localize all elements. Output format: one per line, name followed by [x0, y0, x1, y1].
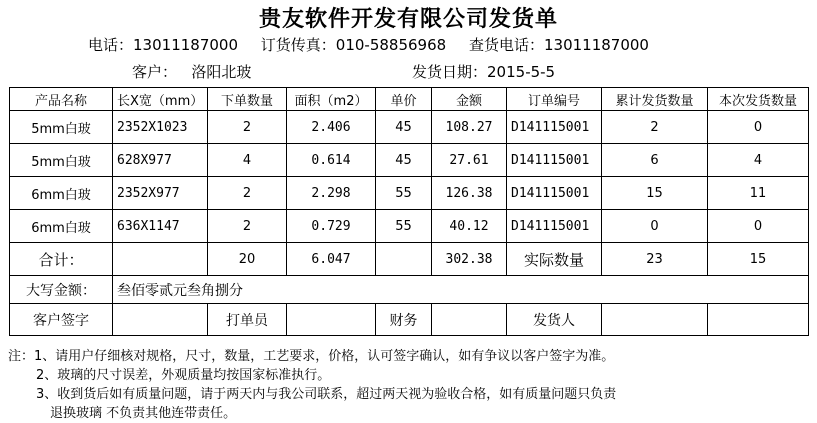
current-cell: 11 [708, 177, 809, 210]
table-row [10, 111, 809, 144]
table-header-row [10, 88, 809, 111]
qty-cell: 2 [208, 210, 287, 243]
size-cell: 2352X977 [113, 177, 208, 210]
contact-line [88, 34, 667, 55]
amount-cell: 40.12 [432, 210, 507, 243]
customer-name: 洛阳北玻 [191, 63, 252, 81]
table-row [10, 210, 809, 243]
size-cell: 636X1147 [113, 210, 208, 243]
check-phone-info [469, 36, 649, 54]
price-cell: 45 [376, 144, 432, 177]
total-row [10, 243, 809, 276]
note-line: 注：1、请用户仔细核对规格，尺寸，数量，工艺要求，价格，认可签字确认，如有争议以客户签字为准。 [8, 349, 615, 364]
printer-sign-field [287, 304, 376, 336]
notes-section [8, 347, 616, 423]
empty-cell [376, 243, 432, 276]
ship-date-label: 发货日期： [412, 63, 488, 81]
empty-cell [113, 243, 208, 276]
fax-number: 010-58856968 [335, 36, 447, 54]
cum-cell: 6 [602, 144, 708, 177]
total-label: 合计： [10, 243, 113, 276]
price-cell: 55 [376, 177, 432, 210]
ship-date-info [412, 61, 555, 82]
amount-cell: 108.27 [432, 111, 507, 144]
amount-cell: 126.38 [432, 177, 507, 210]
fax-info [261, 36, 446, 54]
empty-cell [708, 304, 809, 336]
product-name-cell: 5mm白玻 [10, 111, 113, 144]
note-line: 2、玻璃的尺寸误差，外观质量均按国家标准执行。 [36, 368, 331, 383]
header-cell: 产品名称 [10, 88, 113, 111]
price-cell: 55 [376, 210, 432, 243]
header-cell: 单价 [376, 88, 432, 111]
qty-cell: 2 [208, 177, 287, 210]
cum-cell: 15 [602, 177, 708, 210]
area-cell: 2.298 [287, 177, 376, 210]
area-cell: 2.406 [287, 111, 376, 144]
printer-label: 打单员 [208, 304, 287, 336]
qty-cell: 4 [208, 144, 287, 177]
table-row [10, 144, 809, 177]
total-amount: 302.38 [432, 243, 507, 276]
header-cell: 面积（m2） [287, 88, 376, 111]
current-cell: 4 [708, 144, 809, 177]
total-current: 15 [708, 243, 809, 276]
finance-label: 财务 [376, 304, 432, 336]
header-cell: 下单数量 [208, 88, 287, 111]
capital-label: 大写金额： [10, 276, 113, 304]
total-area: 6.047 [287, 243, 376, 276]
shipper-label: 发货人 [507, 304, 602, 336]
total-qty: 20 [208, 243, 287, 276]
cum-cell: 0 [602, 210, 708, 243]
check-phone-number: 13011187000 [543, 36, 649, 54]
signature-row [10, 304, 809, 336]
customer-label: 客户： [132, 63, 178, 81]
current-cell: 0 [708, 111, 809, 144]
document-title: 贵友软件开发有限公司发货单 [258, 7, 558, 32]
order-cell: D141115001 [507, 210, 602, 243]
product-name-cell: 5mm白玻 [10, 144, 113, 177]
size-cell: 628X977 [113, 144, 208, 177]
phone-info [88, 36, 238, 54]
phone-label: 电话： [88, 36, 134, 54]
shipper-sign-field [602, 304, 708, 336]
actual-qty-label: 实际数量 [507, 243, 602, 276]
ship-date-value: 2015-5-5 [487, 63, 556, 81]
amount-cell: 27.61 [432, 144, 507, 177]
note-line: 退换玻璃 不负责其他连带责任。 [50, 406, 237, 421]
header-cell: 订单编号 [507, 88, 602, 111]
table-row [10, 177, 809, 210]
finance-sign-field [432, 304, 507, 336]
total-cum: 23 [602, 243, 708, 276]
qty-cell: 2 [208, 111, 287, 144]
cum-cell: 2 [602, 111, 708, 144]
order-cell: D141115001 [507, 177, 602, 210]
customer-info [132, 61, 251, 82]
area-cell: 0.729 [287, 210, 376, 243]
header-cell: 长X宽（mm） [113, 88, 208, 111]
check-phone-label: 查货电话： [468, 36, 544, 54]
order-cell: D141115001 [507, 144, 602, 177]
customer-sign-field [113, 304, 208, 336]
product-name-cell: 6mm白玻 [10, 210, 113, 243]
area-cell: 0.614 [287, 144, 376, 177]
customer-sign-label: 客户签字 [10, 304, 113, 336]
current-cell: 0 [708, 210, 809, 243]
price-cell: 45 [376, 111, 432, 144]
header-cell: 本次发货数量 [708, 88, 809, 111]
invoice-table [9, 87, 809, 336]
header-cell: 金额 [432, 88, 507, 111]
size-cell: 2352X1023 [113, 111, 208, 144]
phone-number: 13011187000 [133, 36, 238, 54]
header-cell: 累计发货数量 [602, 88, 708, 111]
order-cell: D141115001 [507, 111, 602, 144]
capital-value: 叁佰零贰元叁角捌分 [113, 276, 809, 304]
product-name-cell: 6mm白玻 [10, 177, 113, 210]
note-line: 3、收到货后如有质量问题，请于两天内与我公司联系，超过两天视为验收合格，如有质量问题只负责 [36, 387, 617, 402]
capital-amount-row [10, 276, 809, 304]
fax-label: 订货传真： [260, 36, 336, 54]
